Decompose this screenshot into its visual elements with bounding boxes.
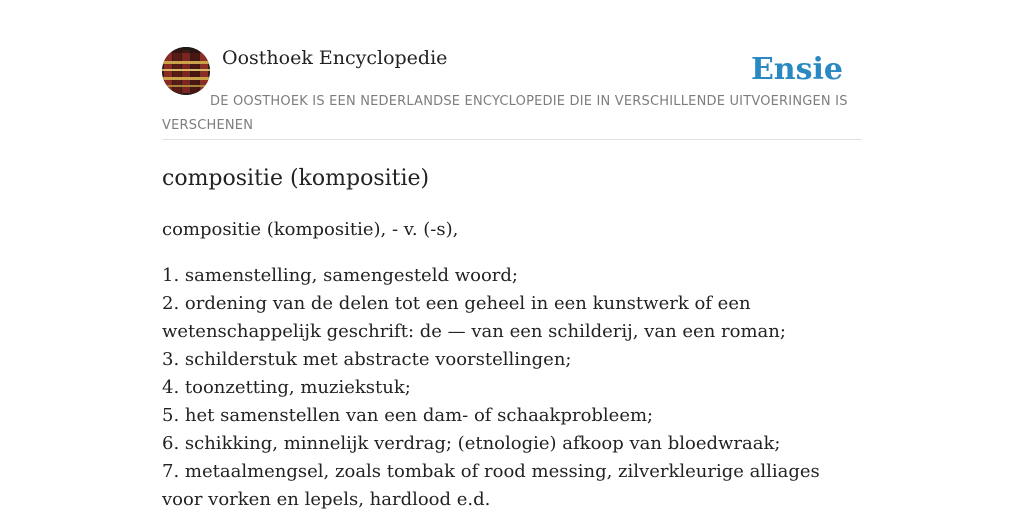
definition-item: 5. het samenstellen van een dam- of schaakprobleem; <box>162 405 654 426</box>
entry-title: compositie (kompositie) <box>162 166 430 191</box>
entry-content <box>162 216 862 512</box>
definition-item: 3. schilderstuk met abstracte voorstellingen; <box>162 349 572 370</box>
definition-list <box>162 262 862 512</box>
ensie-logo-link[interactable]: Ensie <box>750 52 843 87</box>
definition-item: 4. toonzetting, muziekstuk; <box>162 377 411 398</box>
main-container <box>162 0 862 510</box>
books-icon[interactable] <box>162 47 210 95</box>
definition-item: 7. metaalmengsel, zoals tombak of rood messing, zilverkleurige alliages voor vorken en lepels, hardlood e.d. <box>162 461 820 510</box>
entry-intro: compositie (kompositie), - v. (-s), <box>162 219 459 240</box>
definition-item: 1. samenstelling, samengesteld woord; <box>162 265 518 286</box>
definition-item: 6. schikking, minnelijk verdrag; (etnologie) afkoop van bloedwraak; <box>162 433 781 454</box>
source-title-link[interactable]: Oosthoek Encyclopedie <box>222 47 448 69</box>
source-description: DE OOSTHOEK IS EEN NEDERLANDSE ENCYCLOPEDIE DIE IN VERSCHILLENDE UITVOERINGEN IS VERSCHENEN <box>162 94 848 133</box>
definition-item: 2. ordening van de delen tot een geheel in een kunstwerk of een wetenschappelijk geschrift: de — van een schilderij, van een roman; <box>162 293 786 342</box>
source-header <box>162 0 862 140</box>
